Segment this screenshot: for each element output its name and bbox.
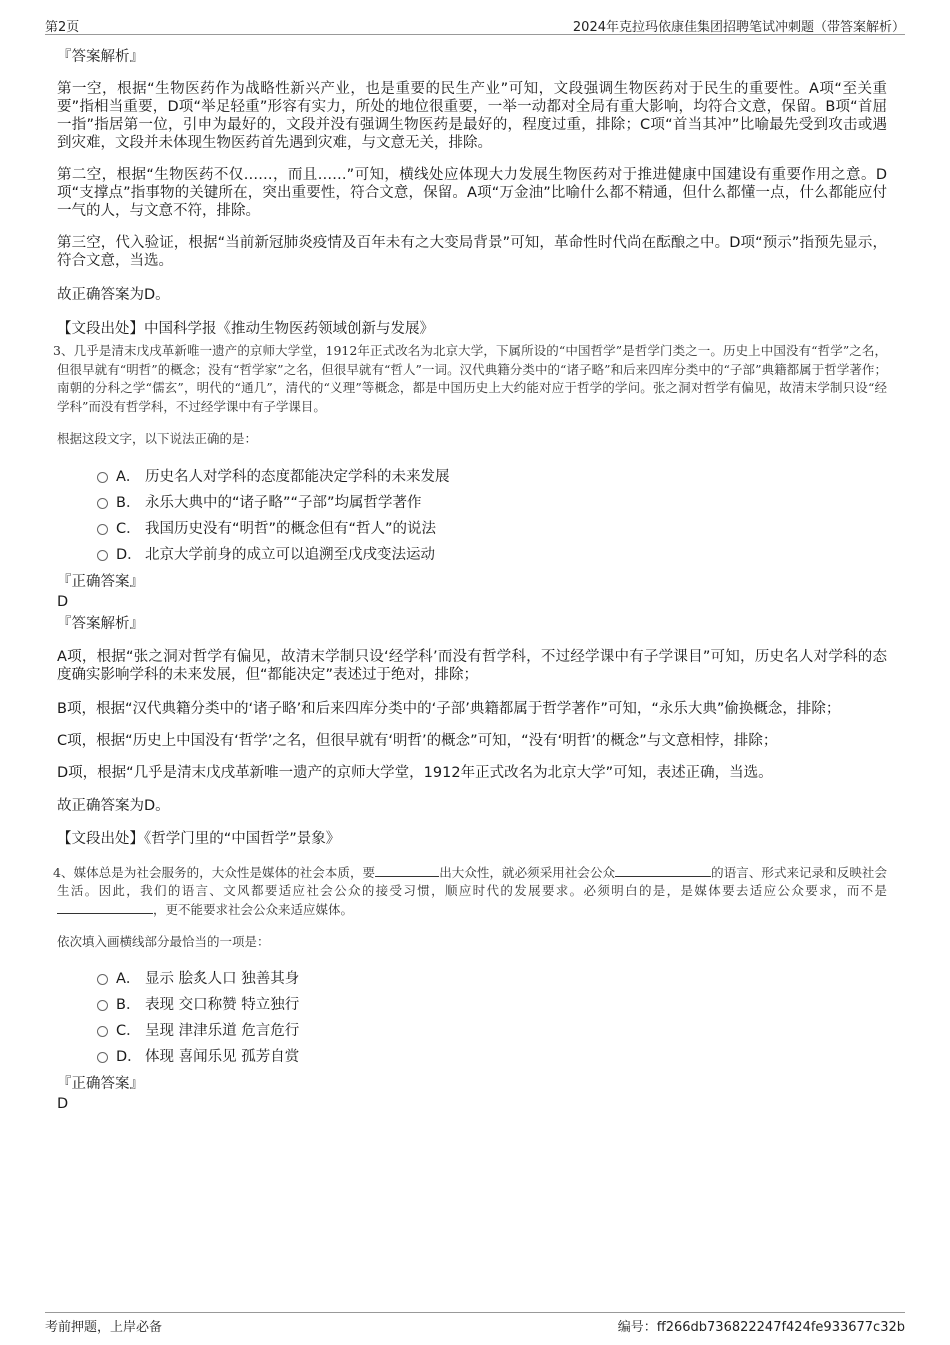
- option-c[interactable]: [57, 1018, 887, 1044]
- radio-icon[interactable]: [97, 1052, 108, 1063]
- option-letter: D．: [116, 1048, 142, 1065]
- question-body-part: 媒体总是为社会服务的，大众性是媒体的社会本质，要: [73, 864, 376, 880]
- options-list: [57, 464, 887, 568]
- option-text: 显示 脍炙人口 独善其身: [145, 970, 300, 987]
- page-footer: [45, 1312, 905, 1333]
- page-header: [45, 14, 905, 35]
- document-content: [53, 46, 887, 1114]
- fill-blank[interactable]: [615, 864, 711, 877]
- document-id: 编号：ff266db736822247f424fe933677c32b: [617, 1320, 905, 1335]
- correct-answer: D: [57, 1095, 69, 1112]
- radio-icon[interactable]: [97, 472, 108, 483]
- question-body-part: 的语言、形式来记录和反映社会生活。因此，我们的语言、文风都要适应社会公众的接受习惯，顺应时代的发展要求。必须明白的是，是媒体要去适应公众要求，而不是: [57, 864, 887, 898]
- option-b[interactable]: [57, 490, 887, 516]
- conclusion: 故正确答案为D。: [57, 287, 170, 303]
- analysis-paragraph: D项，根据“几乎是清末戊戌革新唯一遗产的京师大学堂，1912年正式改名为北京大学”可知，表述正确，当选。: [57, 764, 773, 781]
- option-letter: B．: [116, 494, 141, 511]
- question-text: [53, 864, 887, 920]
- analysis-paragraph: A项，根据“张之洞对哲学有偏见，故清末学制只设‘经学科’而没有哲学科，不过经学课中有子学课目”可知，历史名人对学科的态度确实影响学科的未来发展，但“都能决定”表述过于绝对，排除；: [57, 648, 887, 683]
- fill-blank[interactable]: [375, 864, 439, 877]
- option-letter: D．: [116, 546, 142, 563]
- option-c[interactable]: [57, 516, 887, 542]
- question-4: [53, 864, 887, 1114]
- option-d[interactable]: [57, 542, 887, 568]
- option-b[interactable]: [57, 992, 887, 1018]
- question-text: [53, 342, 887, 416]
- document-title: 2024年克拉玛依康佳集团招聘笔试冲刺题（带答案解析）: [572, 20, 905, 35]
- analysis-paragraph: 第一空，根据“生物医药作为战略性新兴产业，也是重要的民生产业”可知，文段强调生物医药对于民生的重要性。A项“至关重要”指相当重要，D项“举足轻重”形容有实力，所处的地位很重要，一举一动都对全局有重大影响，均符合文意，保留。B项“首屈一指”指居第一位，引申为最好的，文段并没有强调生物医药是最好的，程度过重，排除；C项“首当其冲”比喻最先受到攻击或遇到灾难，文段并未体现生物医药首先遇到灾难，与文意无关，排除。: [57, 81, 887, 151]
- option-text: 我国历史没有“明哲”的概念但有“哲人”的说法: [145, 520, 437, 537]
- option-a[interactable]: [57, 966, 887, 992]
- answer-label: 『正确答案』: [57, 1075, 144, 1092]
- option-text: 历史名人对学科的态度都能决定学科的未来发展: [145, 468, 450, 485]
- question-2-tail: [57, 47, 887, 338]
- radio-icon[interactable]: [97, 974, 108, 985]
- page-number: 第2页: [45, 20, 80, 35]
- option-text: 呈现 津津乐道 危言危行: [145, 1022, 300, 1039]
- question-prompt: 依次填入画横线部分最恰当的一项是：: [57, 934, 270, 949]
- correct-answer: D: [57, 593, 69, 610]
- answer-label: 『正确答案』: [57, 573, 144, 590]
- analysis-paragraph: 第二空，根据“生物医药不仅……，而且……”可知，横线处应体现大力发展生物医药对于推进健康中国建设有重要作用之意。D项“支撑点”指事物的关键所在，突出重要性，符合文意，保留。A项“万金油”比喻什么都不精通，但什么都懂一点，什么都能应付一气的人，与文意不符，排除。: [57, 167, 887, 219]
- option-d[interactable]: [57, 1044, 887, 1070]
- question-body-part: 出大众性，就必须采用社会公众: [439, 864, 616, 880]
- question-number: 3、: [53, 343, 74, 358]
- option-letter: A．: [116, 970, 141, 987]
- fill-blank[interactable]: [57, 901, 153, 914]
- option-text: 北京大学前身的成立可以追溯至戊戌变法运动: [145, 546, 435, 563]
- radio-icon[interactable]: [97, 550, 108, 561]
- radio-icon[interactable]: [97, 1026, 108, 1037]
- option-text: 表现 交口称赞 特立独行: [145, 996, 300, 1013]
- options-list: [57, 966, 887, 1070]
- source-citation: 【文段出处】《哲学门里的“中国哲学”景象》: [57, 830, 341, 847]
- analysis-paragraph: B项，根据“汉代典籍分类中的‘诸子略’和后来四库分类中的‘子部’典籍都属于哲学著作”可知，“永乐大典”偷换概念，排除；: [57, 700, 841, 717]
- radio-icon[interactable]: [97, 524, 108, 535]
- question-prompt: 根据这段文字，以下说法正确的是：: [57, 431, 258, 446]
- analysis-label: 『答案解析』: [57, 49, 144, 65]
- option-text: 永乐大典中的“诸子略”“子部”均属哲学著作: [145, 494, 422, 511]
- option-letter: C．: [116, 1022, 141, 1039]
- radio-icon[interactable]: [97, 498, 108, 509]
- option-letter: B．: [116, 996, 141, 1013]
- source-citation: 【文段出处】中国科学报《推动生物医药领域创新与发展》: [57, 321, 434, 337]
- question-3: [53, 342, 887, 848]
- conclusion: 故正确答案为D。: [57, 797, 170, 814]
- radio-icon[interactable]: [97, 1000, 108, 1011]
- footer-slogan: 考前押题，上岸必备: [45, 1320, 163, 1335]
- option-text: 体现 喜闻乐见 孤芳自赏: [145, 1048, 300, 1065]
- analysis-paragraph: C项，根据“历史上中国没有‘哲学’之名，但很早就有‘明哲’的概念”可知，“没有‘明哲’的概念”与文意相悖，排除；: [57, 732, 778, 749]
- option-letter: A．: [116, 468, 141, 485]
- question-body-part: ，更不能要求社会公众来适应媒体。: [153, 901, 354, 917]
- option-letter: C．: [116, 520, 141, 537]
- question-body: 几乎是清末戊戌革新唯一遗产的京师大学堂，1912年正式改名为北京大学，下属所设的“中国哲学”是哲学门类之一。历史上中国没有“哲学”之名，但很早就有“明哲”的概念；没有“哲学家”之名，但很早就有“哲人”一词。汉代典籍分类中的“诸子略”和后来四库分类中的“子部”典籍都属于哲学著作；南朝的分科之学“儒玄”，明代的“通几”，清代的“义理”等概念，都是中国历史上大约能对应于哲学的学问。张之洞对哲学有偏见，故清末学制只设“经学科”而没有哲学科，不过经学课中有子学课目。: [57, 343, 887, 414]
- analysis-paragraph: 第三空，代入验证，根据“当前新冠肺炎疫情及百年未有之大变局背景”可知，革命性时代尚在酝酿之中。D项“预示”指预先显示，符合文意，当选。: [57, 235, 887, 269]
- question-number: 4、: [53, 864, 74, 880]
- analysis-label: 『答案解析』: [57, 615, 144, 632]
- option-a[interactable]: [57, 464, 887, 490]
